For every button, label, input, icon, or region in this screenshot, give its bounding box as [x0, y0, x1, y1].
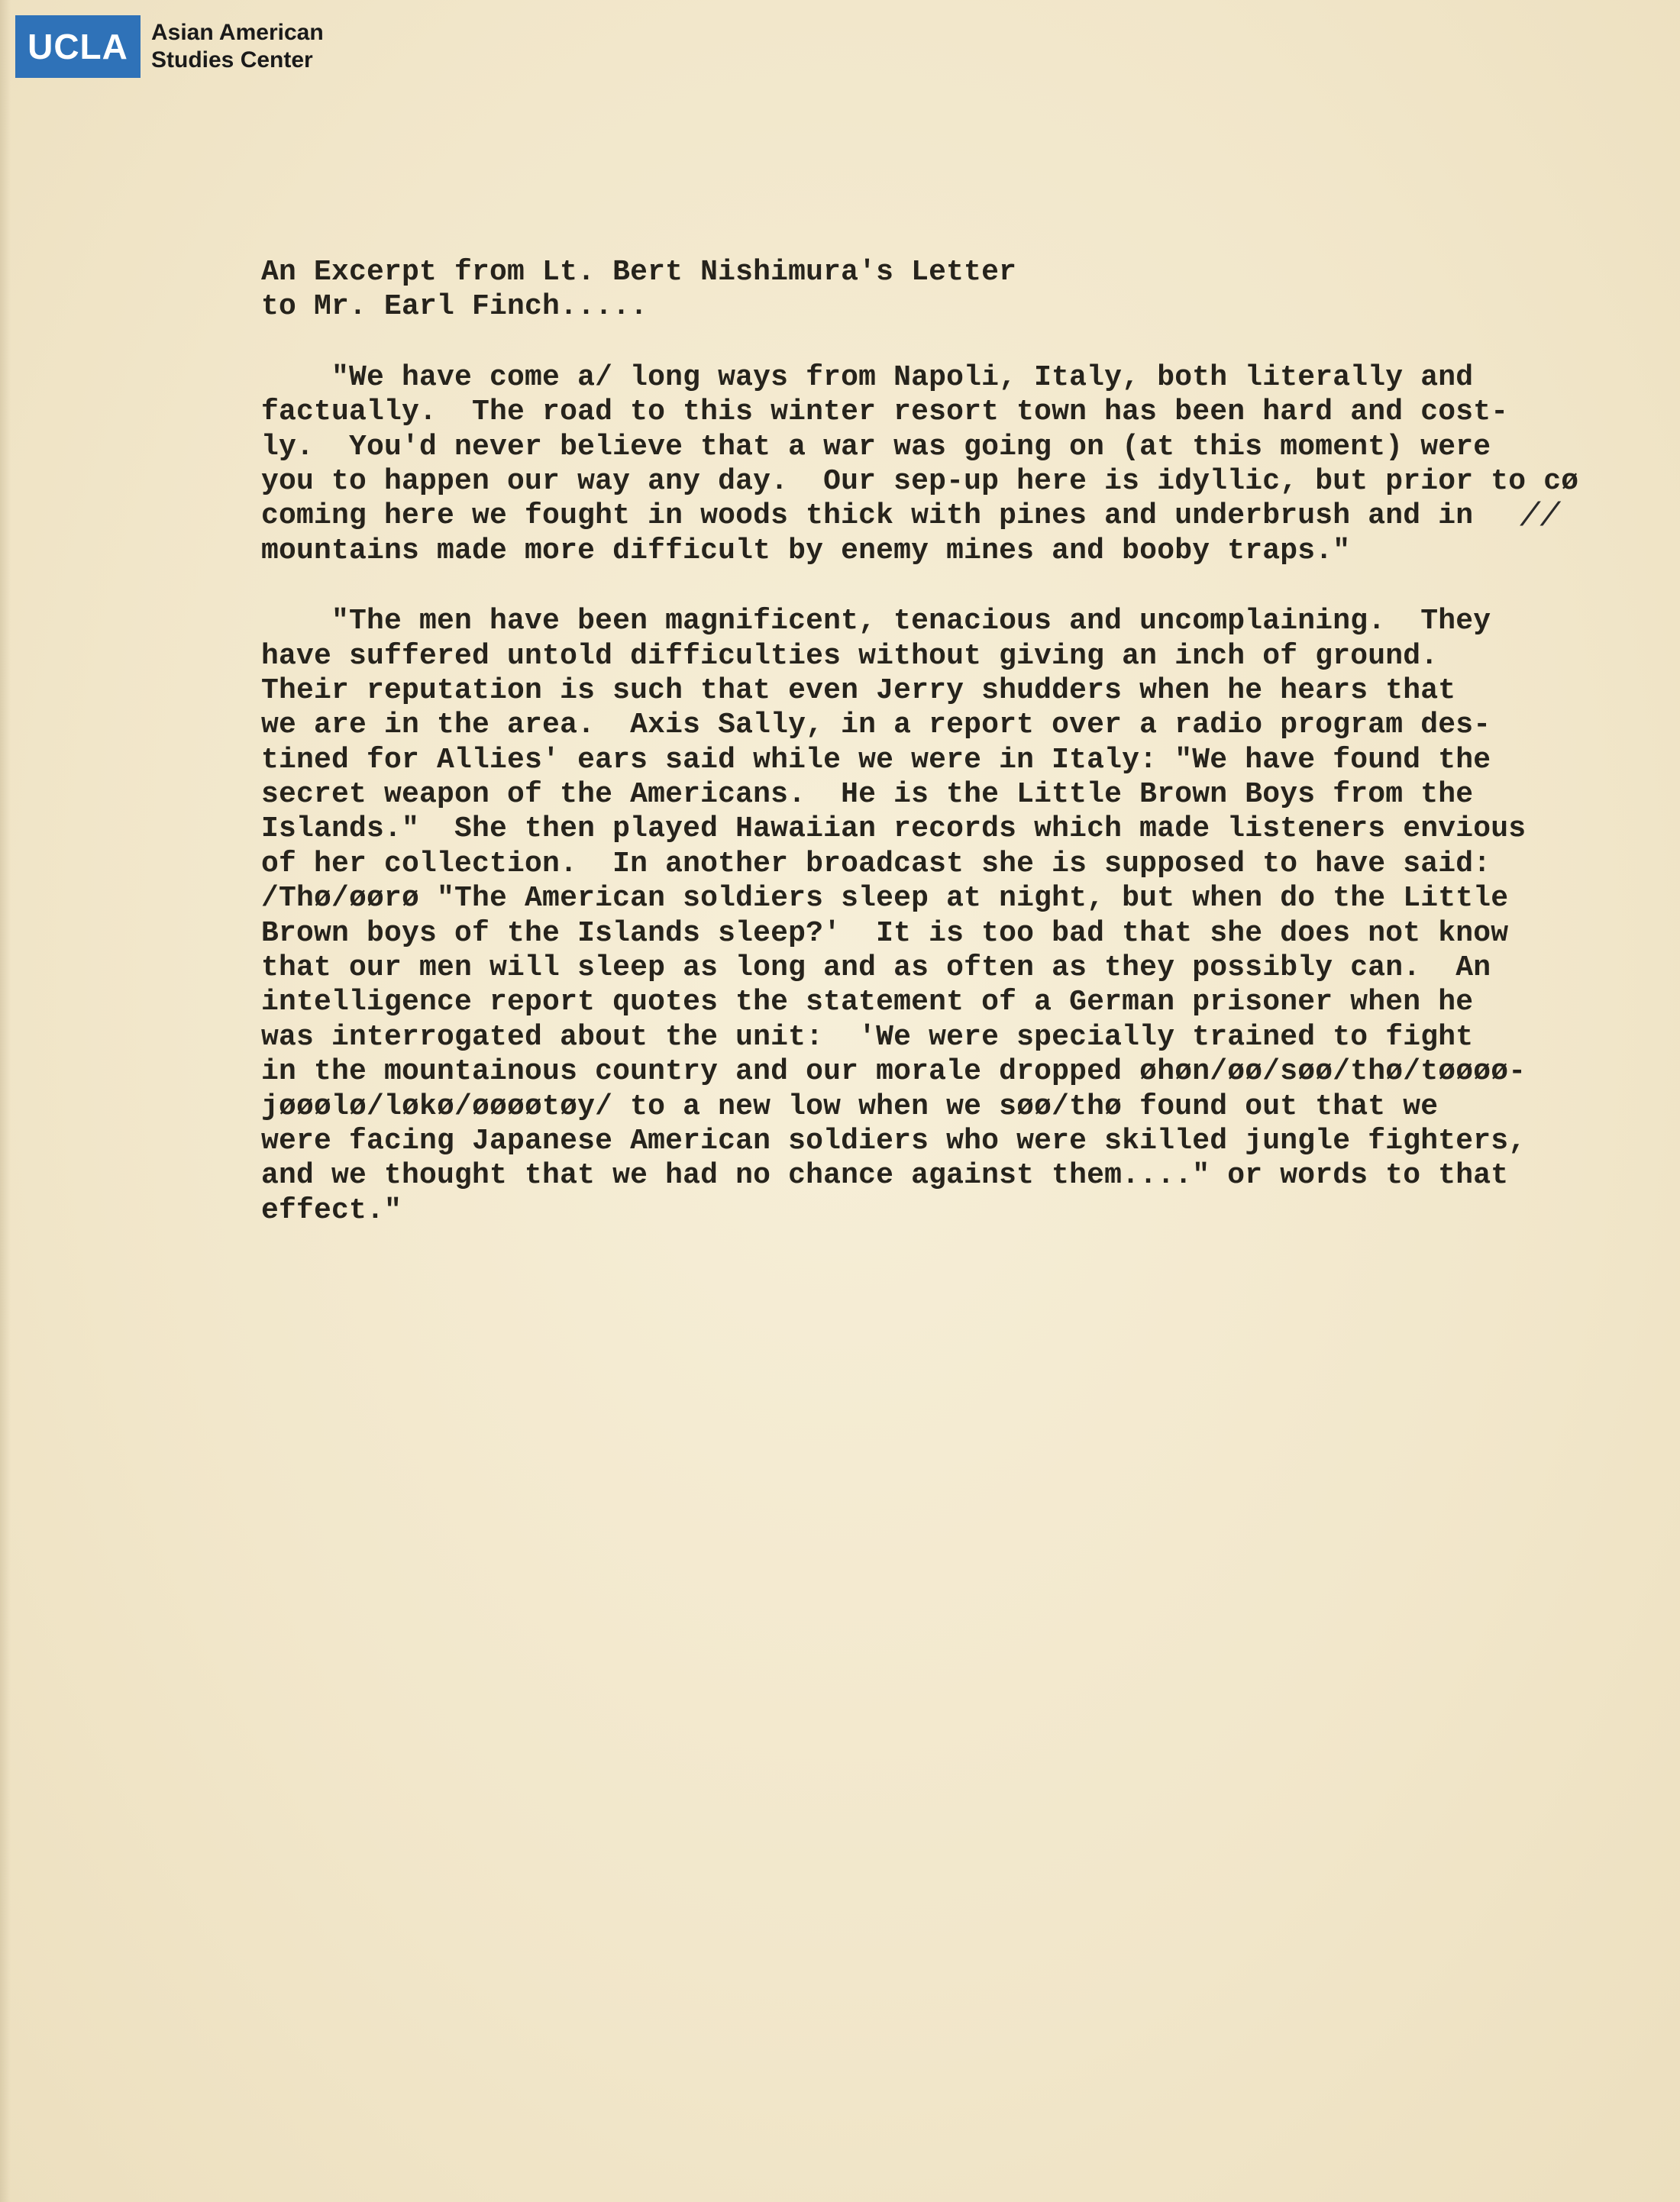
paragraph-line: of her collection. In another broadcast she is supposed to have said:: [261, 847, 1491, 880]
center-name: [151, 19, 324, 74]
ucla-logo-box: UCLA: [15, 15, 141, 78]
letter-title: [261, 255, 1575, 324]
paragraph-line: in the mountainous country and our morale dropped øhøn/øø/søø/thø/tøøøø-: [261, 1055, 1527, 1089]
paragraph-line: Brown boys of the Islands sleep?' It is too bad that she does not know: [261, 916, 1509, 950]
center-name-line-2: Studies Center: [151, 47, 313, 73]
margin-correction-mark: //: [1520, 498, 1560, 536]
typed-letter: [261, 255, 1579, 1228]
ucla-aasc-logo: [15, 15, 324, 78]
paragraph-line: /Thø/øørø "The American soldiers sleep at night, but when do the Little: [261, 882, 1509, 915]
paragraph-line: that our men will sleep as long and as often as they possibly can. An: [261, 951, 1491, 985]
paragraph-line: we are in the area. Axis Sally, in a report over a radio program des-: [261, 709, 1491, 742]
title-line: An Excerpt from Lt. Bert Nishimura's Letter: [261, 256, 1017, 289]
paragraph-line: mountains made more difficult by enemy mines and booby traps.": [261, 534, 1351, 567]
paragraph-1: [261, 360, 1579, 568]
paragraph-line: jøøølø/løkø/øøøøtøy/ to a new low when we søø/thø found out that we: [261, 1090, 1439, 1123]
paragraph-2: [261, 604, 1575, 1228]
paragraph-line: factually. The road to this winter resort town has been hard and cost-: [261, 396, 1509, 429]
paragraph-line: tined for Allies' ears said while we were in Italy: "We have found the: [261, 743, 1491, 777]
paragraph-line: Their reputation is such that even Jerry shudders when he hears that: [261, 673, 1456, 707]
paragraph-line: ly. You'd never believe that a war was going on (at this moment) were: [261, 430, 1491, 463]
paragraph-line: "The men have been magnificent, tenacious and uncomplaining. They: [261, 605, 1491, 638]
paragraph-line: intelligence report quotes the statement of a German prisoner when he: [261, 986, 1474, 1019]
paragraph-line: was interrogated about the unit: 'We were specially trained to fight: [261, 1020, 1474, 1054]
paragraph-line: "We have come a/ long ways from Napoli, Italy, both literally and: [261, 360, 1474, 394]
center-name-line-1: Asian American: [151, 20, 324, 45]
paragraph-line: effect.": [261, 1193, 402, 1227]
paragraph-line: were facing Japanese American soldiers who were skilled jungle fighters,: [261, 1124, 1527, 1158]
paragraph-line: have suffered untold difficulties without giving an inch of ground.: [261, 639, 1439, 673]
paragraph-line: secret weapon of the Americans. He is the Little Brown Boys from the: [261, 778, 1474, 812]
paragraph-line: Islands." She then played Hawaiian records which made listeners envious: [261, 812, 1527, 846]
title-line: to Mr. Earl Finch.....: [261, 290, 648, 324]
paragraph-line: and we thought that we had no chance against them...." or words to that: [261, 1159, 1509, 1193]
paragraph-line: coming here we fought in woods thick with pines and underbrush and in: [261, 499, 1474, 533]
paragraph-line: you to happen our way any day. Our sep-up here is idyllic, but prior to cø: [261, 464, 1579, 498]
